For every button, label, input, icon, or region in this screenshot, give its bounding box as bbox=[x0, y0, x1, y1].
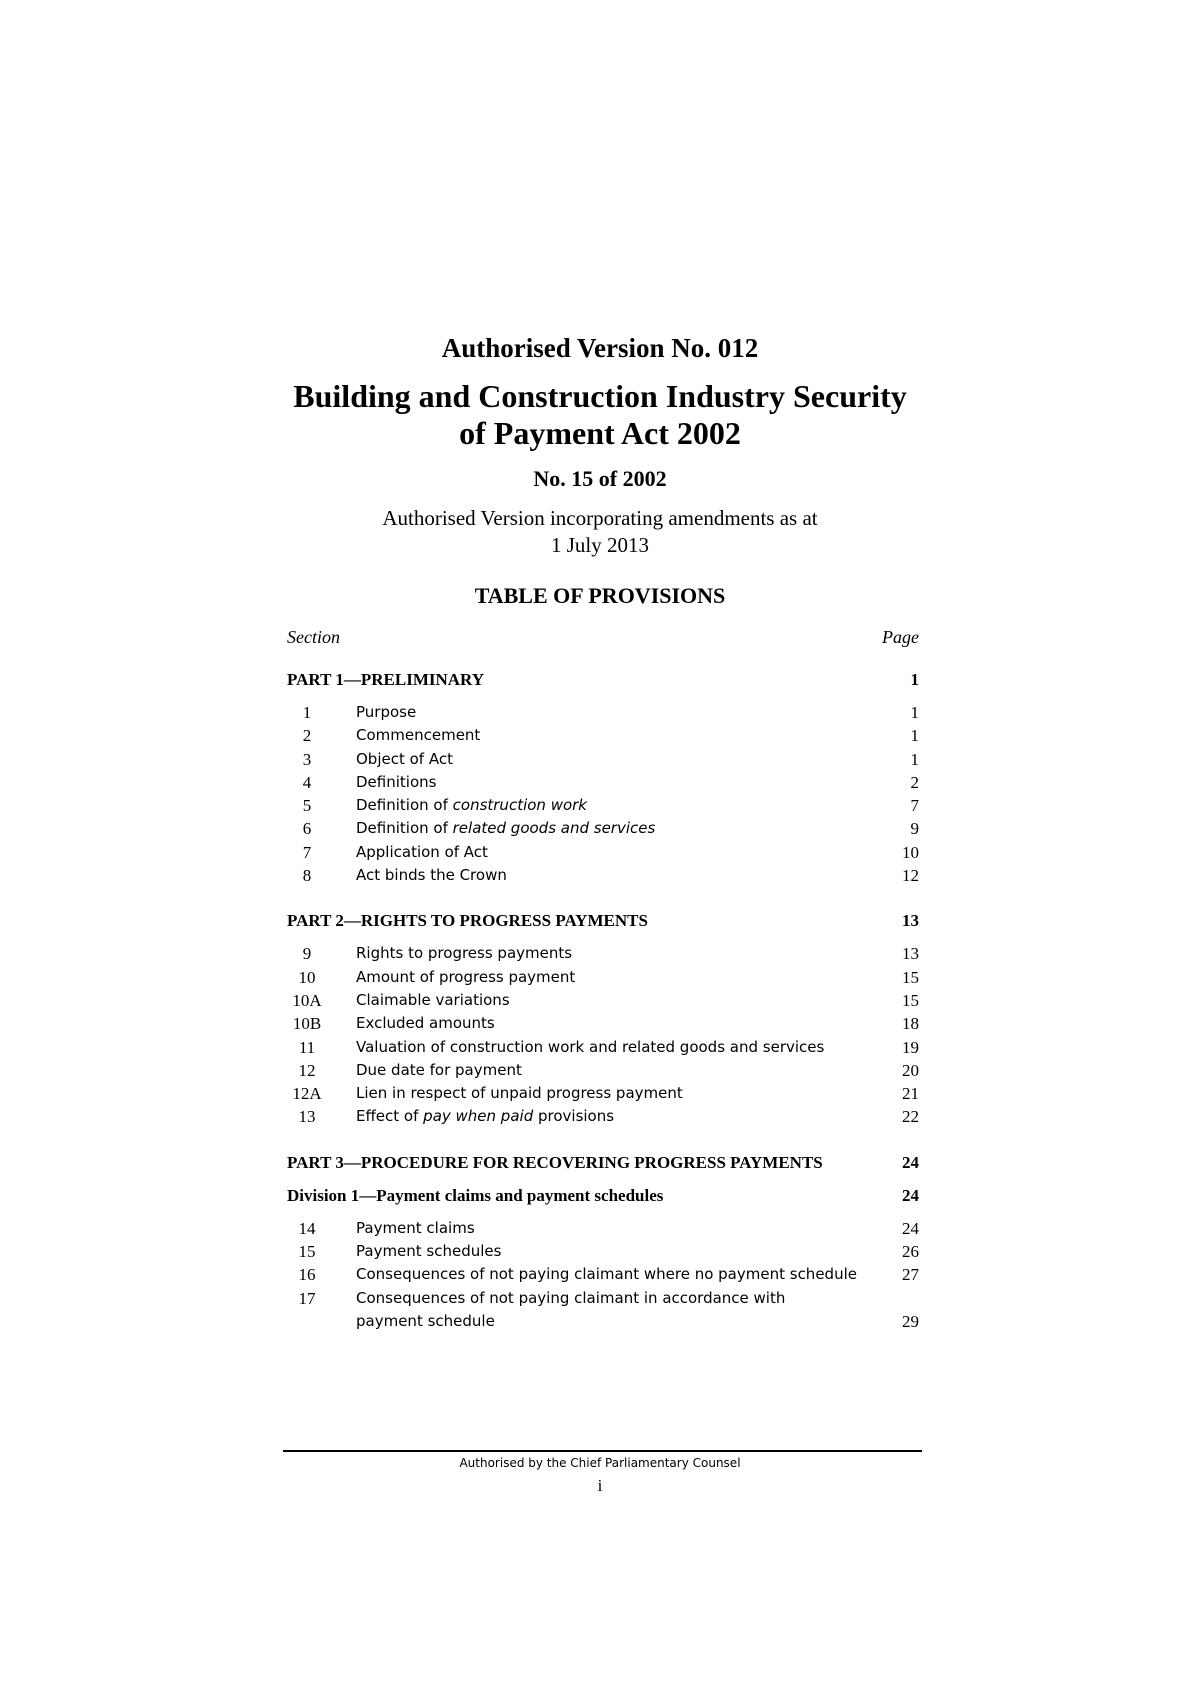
toc-entry-page: 13 bbox=[902, 944, 919, 964]
toc-entry-page: 1 bbox=[910, 726, 919, 746]
toc-entry-title: Application of Act bbox=[356, 842, 488, 861]
footer-text: Authorised by the Chief Parliamentary Counsel bbox=[459, 1456, 741, 1470]
toc-entry-gap bbox=[327, 794, 356, 817]
toc-entry[interactable] bbox=[287, 942, 919, 965]
toc-entry-page: 15 bbox=[902, 990, 919, 1010]
toc-part-page: 1 bbox=[910, 670, 919, 689]
toc-entry[interactable] bbox=[287, 1059, 919, 1082]
toc-entry-title: Object of Act bbox=[356, 749, 453, 768]
toc-section-list bbox=[287, 1217, 919, 1333]
toc-entry-title: Due date for payment bbox=[356, 1060, 522, 1079]
toc-entry-title-italic: related goods and services bbox=[452, 819, 656, 838]
toc-entry-number: 13 bbox=[298, 1107, 316, 1127]
toc-entry-number: 6 bbox=[302, 819, 312, 839]
page-number: i bbox=[597, 1476, 603, 1495]
table-of-provisions bbox=[287, 668, 919, 1355]
act-title-line-1: Building and Construction Industry Security bbox=[293, 378, 907, 414]
toc-part-heading[interactable] bbox=[287, 1151, 919, 1175]
toc-entry-gap bbox=[327, 1059, 356, 1082]
toc-entry[interactable] bbox=[287, 794, 919, 817]
toc-entry[interactable] bbox=[287, 771, 919, 794]
toc-entry[interactable] bbox=[287, 1082, 919, 1105]
toc-entry[interactable] bbox=[287, 841, 919, 864]
toc-entry-number: 12 bbox=[298, 1060, 316, 1080]
toc-entry-page: 29 bbox=[902, 1311, 919, 1331]
toc-entry-page: 1 bbox=[910, 749, 919, 769]
toc-part-page: 24 bbox=[902, 1152, 919, 1172]
toc-entry-number: 2 bbox=[302, 726, 312, 746]
toc-entry-number: 16 bbox=[298, 1265, 316, 1285]
page-column-label: Page bbox=[882, 627, 919, 647]
toc-entry-gap bbox=[327, 1287, 356, 1334]
toc-entry-number: 11 bbox=[298, 1037, 316, 1057]
toc-entry-title: Claimable variations bbox=[356, 990, 510, 1009]
toc-entry-gap bbox=[327, 771, 356, 794]
toc-entry-page: 10 bbox=[902, 842, 919, 862]
authorised-version: Authorised Version No. 012 bbox=[441, 333, 759, 363]
toc-entry-title: Valuation of construction work and related goods and services bbox=[356, 1037, 825, 1056]
act-title-line-2: of Payment Act 2002 bbox=[459, 415, 741, 451]
toc-entry-title: Amount of progress payment bbox=[356, 967, 576, 986]
toc-entry-gap bbox=[327, 1012, 356, 1035]
amendment-note bbox=[0, 505, 1200, 559]
toc-part-heading[interactable] bbox=[287, 668, 919, 692]
toc-part-title: PART 3—PROCEDURE FOR RECOVERING PROGRESS PAYMENTS bbox=[287, 1152, 823, 1172]
toc-entry-gap bbox=[327, 1263, 356, 1286]
toc-entry-gap bbox=[327, 724, 356, 747]
toc-entry-title: Purpose bbox=[356, 703, 417, 721]
toc-entry-title-text: provisions bbox=[533, 1107, 615, 1126]
toc-entry-gap bbox=[327, 1036, 356, 1059]
toc-entry-page: 22 bbox=[902, 1107, 919, 1127]
toc-part-title: PART 2—RIGHTS TO PROGRESS PAYMENTS bbox=[287, 911, 648, 931]
toc-entry-page: 9 bbox=[910, 819, 919, 839]
toc-entry-title: Consequences of not paying claimant in accordance with payment schedule bbox=[356, 1288, 786, 1330]
toc-entry-number: 10B bbox=[292, 1014, 322, 1034]
amendment-note-line-2: 1 July 2013 bbox=[550, 533, 649, 557]
toc-division-title: Division 1—Payment claims and payment schedules bbox=[287, 1185, 664, 1205]
toc-entry-number: 10A bbox=[292, 990, 322, 1010]
toc-entry-page: 19 bbox=[902, 1037, 919, 1057]
toc-entry[interactable] bbox=[287, 989, 919, 1012]
toc-entry-page: 21 bbox=[902, 1084, 919, 1104]
toc-entry-title: Lien in respect of unpaid progress payment bbox=[356, 1084, 683, 1103]
act-number: No. 15 of 2002 bbox=[533, 466, 667, 491]
toc-entry-page: 20 bbox=[902, 1060, 919, 1080]
toc-entry-gap bbox=[327, 989, 356, 1012]
toc-division-page: 24 bbox=[902, 1185, 919, 1205]
toc-entry[interactable] bbox=[287, 1036, 919, 1059]
toc-entry[interactable] bbox=[287, 748, 919, 771]
footer-divider bbox=[283, 1450, 922, 1452]
toc-entry-title: Excluded amounts bbox=[356, 1014, 495, 1033]
toc-entry-gap bbox=[327, 701, 356, 724]
toc-entry[interactable] bbox=[287, 817, 919, 840]
toc-part-page: 13 bbox=[902, 911, 919, 931]
toc-entry-title bbox=[356, 817, 879, 840]
toc-entry-gap bbox=[327, 1105, 356, 1128]
toc-entry-gap bbox=[327, 1217, 356, 1240]
toc-entry-page: 1 bbox=[910, 703, 919, 722]
toc-entry-number: 14 bbox=[298, 1218, 316, 1238]
toc-entry-page: 15 bbox=[902, 967, 919, 987]
toc-entry-gap bbox=[327, 942, 356, 965]
toc-entry-gap bbox=[327, 841, 356, 864]
toc-entry[interactable] bbox=[287, 1287, 919, 1334]
toc-entry[interactable] bbox=[287, 1012, 919, 1035]
toc-entry-number: 1 bbox=[302, 703, 312, 722]
toc-entry-page: 2 bbox=[910, 772, 919, 792]
toc-entry-page: 24 bbox=[902, 1218, 919, 1238]
toc-entry-gap bbox=[327, 864, 356, 887]
toc-entry-number: 12A bbox=[292, 1084, 322, 1104]
toc-entry-page: 7 bbox=[910, 796, 919, 816]
toc-entry[interactable] bbox=[287, 724, 919, 747]
amendment-note-line-1: Authorised Version incorporating amendments as at bbox=[382, 506, 818, 530]
table-heading: TABLE OF PROVISIONS bbox=[474, 583, 726, 608]
toc-entry-page: 12 bbox=[902, 866, 919, 886]
toc-entry-gap bbox=[327, 748, 356, 771]
toc-entry[interactable] bbox=[287, 1263, 919, 1286]
toc-entry-page: 27 bbox=[902, 1265, 919, 1285]
toc-entry-title-italic: construction work bbox=[452, 796, 587, 815]
toc-entry-title-text: Definition of bbox=[356, 819, 453, 838]
toc-entry-title: Payment claims bbox=[356, 1218, 475, 1237]
column-headings bbox=[287, 627, 919, 648]
toc-entry[interactable] bbox=[287, 966, 919, 989]
toc-entry-title-text: Definition of bbox=[356, 796, 453, 815]
toc-entry-title: Payment schedules bbox=[356, 1242, 502, 1261]
toc-entry-number: 5 bbox=[302, 796, 312, 816]
toc-entry-title: Act binds the Crown bbox=[356, 866, 507, 885]
toc-entry-title: Commencement bbox=[356, 726, 481, 745]
toc-entry-spacer bbox=[826, 1287, 879, 1334]
toc-entry-gap bbox=[327, 1082, 356, 1105]
toc-entry-title-text: Effect of bbox=[356, 1107, 424, 1126]
toc-entry-page: 26 bbox=[902, 1242, 919, 1262]
toc-entry-number: 15 bbox=[298, 1242, 316, 1262]
section-column-label: Section bbox=[287, 627, 340, 647]
toc-entry-number: 3 bbox=[302, 749, 312, 769]
toc-part-title: PART 1—PRELIMINARY bbox=[287, 670, 484, 689]
toc-entry-number: 17 bbox=[298, 1288, 316, 1308]
act-title bbox=[0, 378, 1200, 452]
toc-entry-number: 7 bbox=[302, 842, 312, 862]
toc-entry-number: 4 bbox=[302, 772, 312, 792]
toc-entry[interactable] bbox=[287, 1240, 919, 1263]
toc-entry-title bbox=[356, 794, 879, 817]
toc-entry-title: Consequences of not paying claimant where no payment schedule bbox=[356, 1265, 857, 1284]
toc-entry-number: 9 bbox=[302, 944, 312, 964]
toc-entry[interactable] bbox=[287, 1217, 919, 1240]
toc-entry-title: Definitions bbox=[356, 772, 437, 791]
toc-entry-title-italic: pay when paid bbox=[423, 1107, 534, 1126]
toc-division-heading[interactable] bbox=[287, 1184, 919, 1208]
toc-entry-gap bbox=[327, 1240, 356, 1263]
toc-entry[interactable] bbox=[287, 1105, 919, 1128]
toc-entry-gap bbox=[327, 966, 356, 989]
toc-entry-number: 10 bbox=[298, 967, 316, 987]
toc-entry-title: Rights to progress payments bbox=[356, 944, 573, 963]
toc-entry-page: 18 bbox=[902, 1014, 919, 1034]
toc-entry-number: 8 bbox=[302, 866, 312, 886]
toc-section-list bbox=[287, 701, 919, 887]
toc-section-list bbox=[287, 942, 919, 1128]
toc-entry-gap bbox=[327, 817, 356, 840]
toc-entry-title bbox=[356, 1105, 879, 1128]
toc-entry[interactable] bbox=[287, 701, 919, 724]
toc-entry[interactable] bbox=[287, 864, 919, 887]
toc-part-heading[interactable] bbox=[287, 909, 919, 933]
